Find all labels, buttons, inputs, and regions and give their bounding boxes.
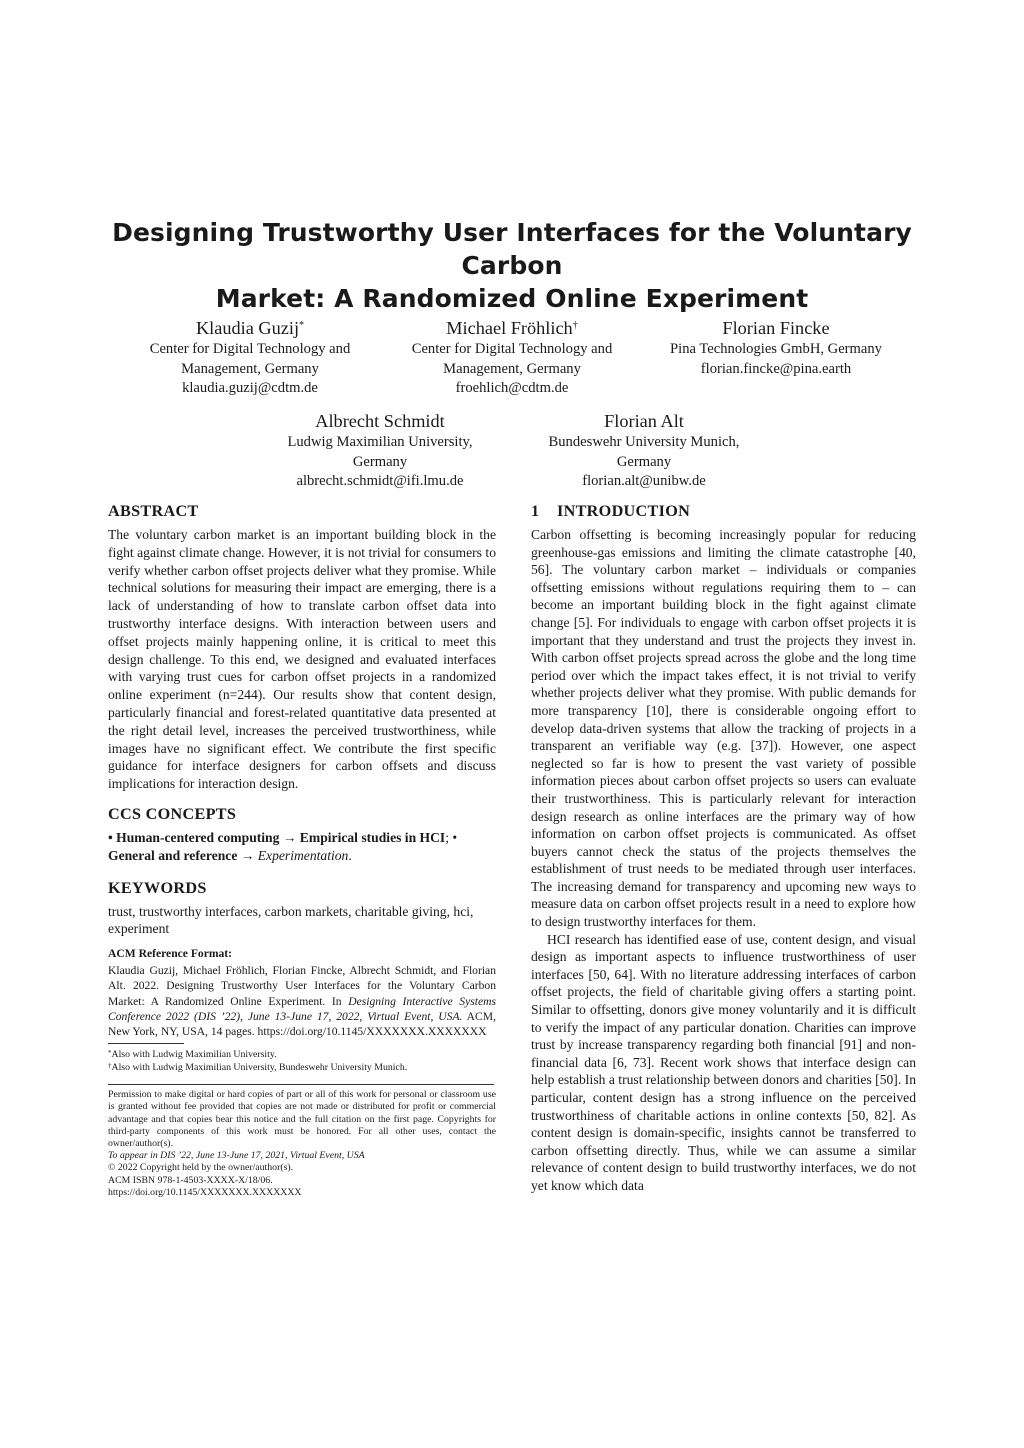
author-affiliation: Management, Germany bbox=[181, 360, 319, 377]
author-block-schmidt bbox=[262, 409, 498, 492]
author-affiliation: Ludwig Maximilian University, bbox=[287, 434, 473, 450]
author-mark: * bbox=[299, 320, 305, 331]
intro-paragraph-2: HCI research has identified ease of use, content design, and visual design as important aspects to influence trustworthiness of user interfaces [50, 64]. With no literature addressing interfaces of carbon offset projects, the field of charitable giving offers a starting point. Similar to offsetting, donors give money voluntarily and it is difficult to verify the impact of any particular donation. Charities can improve trust by increase transparency regarding both financial [91] and non-financial data [6, 73]. Recent work shows that interface design can help establish a trust relationship between donors and charities [50]. In particular, content design has a strong influence on the perceived trustworthiness of charitable actions in online contexts [50, 82]. As content design is domain-specific, insights cannot be transferred to carbon offsetting directly. Thus, while we can assume a similar relevance of content design to build trustworthy interfaces, we do not yet know which data bbox=[531, 931, 916, 1193]
ccs-concept-1: Human-centered computing → Empirical studies in HCI bbox=[116, 829, 446, 845]
permission-text: Permission to make digital or hard copies of part or all of this work for personal or classroom use is granted without fee provided that copies are not made or distributed for profit or commercial advantage and that copies bear this notice and the full citation on the first page. Copyrights for third-party components of this work must be honored. For all other uses, contact the owner/author(s). bbox=[108, 1089, 496, 1149]
author-email: froehlich@cdtm.de bbox=[455, 380, 569, 397]
footnote-1: *Also with Ludwig Maximilian University. bbox=[108, 1049, 277, 1061]
ccs-concept-2: General and reference → bbox=[108, 847, 258, 863]
ccs-heading: CCS CONCEPTS bbox=[108, 804, 237, 823]
author-affiliation: Germany bbox=[352, 453, 408, 470]
author-email: klaudia.guzij@cdtm.de bbox=[182, 380, 318, 397]
abstract-heading: ABSTRACT bbox=[108, 502, 199, 520]
author-affiliation: Center for Digital Technology and bbox=[411, 341, 613, 357]
intro-paragraph-1: Carbon offsetting is becoming increasingly popular for reducing greenhouse-gas emissions and limiting the climate catastrophe [40, 56]. The voluntary carbon market – individuals or companies offsetting emissions without regulations requiring them to – can become an important building block in the fight against climate change [5]. For individuals to engage with carbon offset projects it is important that they understand and trust the projects they invest in. With carbon offset projects spread across the globe and the long time period over which the impact takes effect, it is not trivial to verify whether projects deliver what they promise. With public demands for more transparency [10], there is considerable ongoing effort to develop data-driven systems that allow the tracking of projects in a transparent an verifiable way (e.g. [37]). However, one aspect neglected so far is how to present the vast variety of possible information pieces about carbon offset projects so users can evaluate their trustworthiness. This is particularly relevant for interaction design research as online interfaces are the primary way of how information on carbon offset projects is communicated. As offset buyers cannot check the status of the projects themselves the establishment of trust needs to be mediated through user interfaces. The increasing demand for transparency and upcoming new ways to measure data on carbon offset projects result in a need to explore how to design trustworthy interfaces for them. bbox=[531, 527, 916, 930]
author-affiliation: Bundeswehr University Munich, bbox=[548, 434, 740, 450]
title-line-1: Designing Trustworthy User Interfaces for the Voluntary Carbon bbox=[112, 218, 912, 280]
keywords-text: trust, trustworthy interfaces, carbon markets, charitable giving, hci, experiment bbox=[108, 903, 474, 937]
abstract-text: The voluntary carbon market is an important building block in the fight against climate change. However, it is not trivial for consumers to verify whether carbon offset projects deliver what they promise. While technical solutions for measuring their impact are emerging, there is a lack of understanding of how to translate carbon offset data into trustworthy interface designs. With interaction between users and offset projects mainly happening online, it is critical to meet this design challenge. To this end, we designed and evaluated interfaces with varying trust cues for carbon offset projects in a randomized online experiment (n=244). Our results show that content design, particularly financial and forest-related quantitative data presented at the right detail level, increases the perceived trustworthiness, while images have no significant effect. We contribute the first specific guidance for interface designers for carbon offsets and discuss implications for interaction design. bbox=[108, 527, 496, 792]
keywords-heading: KEYWORDS bbox=[108, 878, 207, 897]
author-affiliation: Management, Germany bbox=[443, 360, 581, 377]
reference-format-heading: ACM Reference Format: bbox=[108, 947, 233, 961]
ccs-concepts: • Human-centered computing → Empirical studies in HCI; • General and reference → Experimentation. bbox=[108, 829, 458, 863]
author-block-froehlich bbox=[384, 316, 640, 399]
isbn: ACM ISBN 978-1-4503-XXXX-X/18/06. bbox=[108, 1174, 273, 1186]
author-mark: † bbox=[572, 320, 578, 331]
author-name: Michael Fröhlich† bbox=[446, 318, 578, 338]
reference-format-text: Klaudia Guzij, Michael Fröhlich, Florian Fincke, Albrecht Schmidt, and Florian Alt. 2022. Designing Trustworthy User Interfaces for the Voluntary Carbon Market: A Randomized Online Experiment. In Designing Interactive Systems Conference 2022 (DIS ’22), June 13-June 17, 2022, Virtual Event, USA. ACM, New York, NY, USA, 14 pages. https://doi.org/10.1145/XXXXXXX.XXXXXXX bbox=[108, 964, 496, 1038]
author-name: Albrecht Schmidt bbox=[315, 411, 445, 431]
author-affiliation: Pina Technologies GmbH, Germany bbox=[670, 341, 882, 357]
author-block-fincke bbox=[646, 316, 906, 379]
author-affiliation: Center for Digital Technology and bbox=[149, 341, 351, 357]
author-name: Florian Fincke bbox=[722, 318, 830, 338]
author-email: florian.alt@unibw.de bbox=[582, 473, 706, 490]
footnote-rule bbox=[108, 1043, 184, 1044]
intro-heading: 1 INTRODUCTION bbox=[531, 502, 691, 520]
right-column bbox=[531, 500, 916, 1195]
author-email: albrecht.schmidt@ifi.lmu.de bbox=[296, 473, 464, 490]
author-block-alt bbox=[526, 409, 762, 492]
author-email: florian.fincke@pina.earth bbox=[700, 360, 852, 377]
footnote-2: †Also with Ludwig Maximilian University, Bundeswehr University Munich. bbox=[108, 1062, 408, 1074]
author-affiliation: Germany bbox=[616, 453, 672, 470]
section-number: 1 bbox=[531, 502, 540, 520]
title-line-2: Market: A Randomized Online Experiment bbox=[215, 284, 809, 313]
author-name: Klaudia Guzij* bbox=[195, 318, 305, 338]
appear-in: To appear in DIS ’22, June 13-June 17, 2021, Virtual Event, USA bbox=[108, 1150, 365, 1162]
permission-rule bbox=[108, 1084, 494, 1085]
copyright: © 2022 Copyright held by the owner/author(s). bbox=[108, 1162, 294, 1174]
author-block-guzij bbox=[122, 316, 378, 399]
doi-link[interactable]: https://doi.org/10.1145/XXXXXXX.XXXXXXX bbox=[108, 1186, 302, 1198]
author-name: Florian Alt bbox=[604, 411, 684, 431]
paper-title bbox=[90, 216, 934, 315]
left-column bbox=[108, 500, 496, 1199]
